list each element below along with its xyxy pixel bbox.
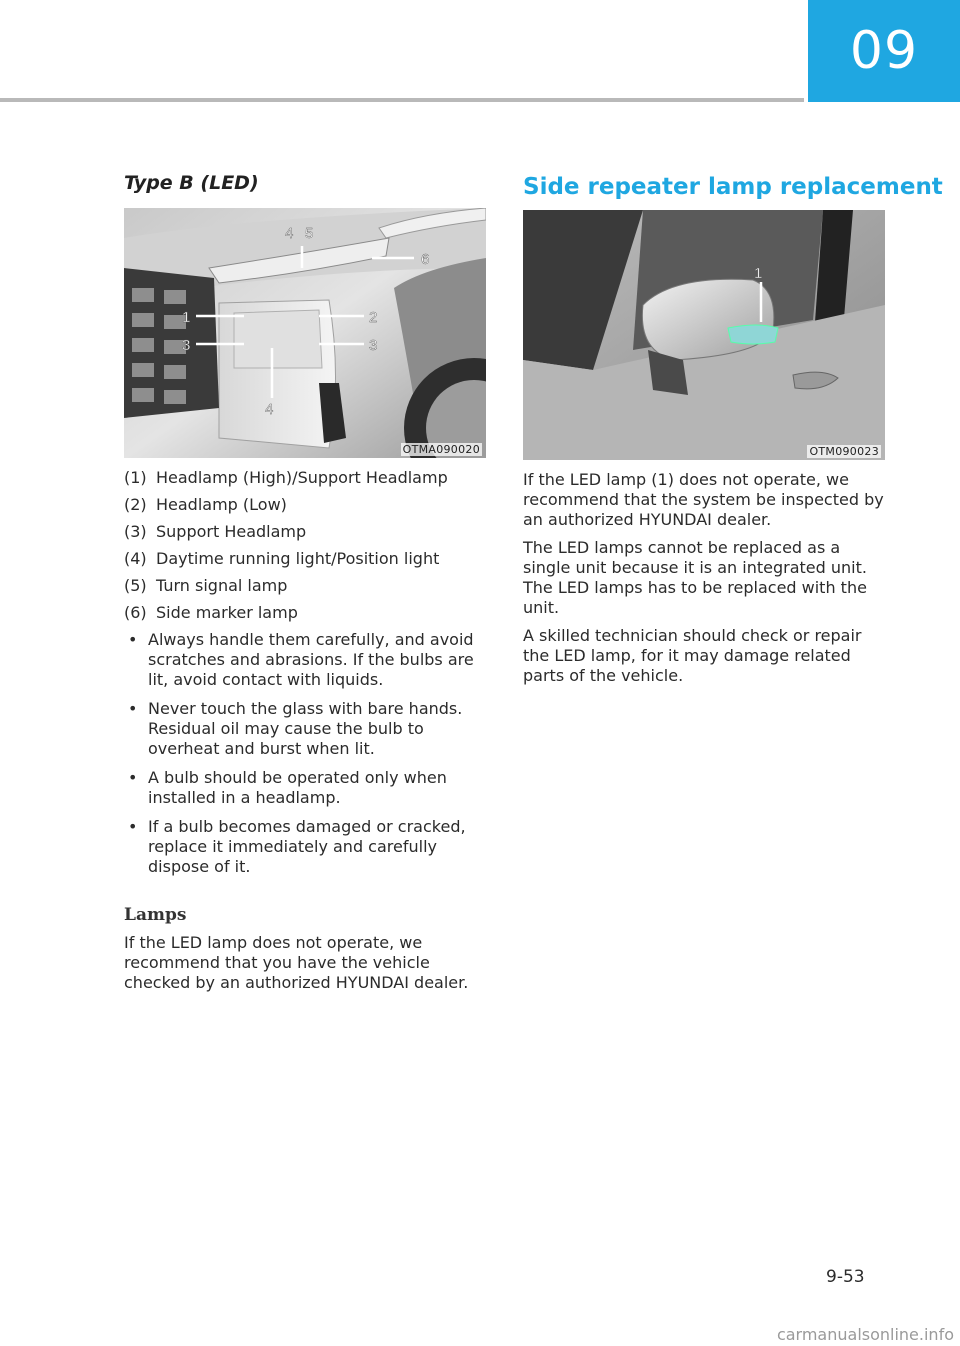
- lamps-paragraph: If the LED lamp does not operate, we recommend that you have the vehicle checked by an authorized HYUNDAI dealer.: [124, 933, 469, 992]
- callout-4a: 4: [285, 225, 294, 242]
- callout-4b: 4: [265, 401, 274, 418]
- paragraph: The LED lamps cannot be replaced as a single unit because it is an integrated unit. The LED lamps has to be replaced with the unit.: [523, 538, 867, 617]
- callout-3b: 3: [369, 337, 378, 354]
- list-item: (6) Side marker lamp: [124, 603, 298, 622]
- list-item: (1) Headlamp (High)/Support Headlamp: [124, 468, 448, 487]
- bullet-item: • If a bulb becomes damaged or cracked, replace it immediately and carefully dispose of it.: [124, 817, 488, 877]
- paragraph: If the LED lamp (1) does not operate, we recommend that the system be inspected by an authorized HYUNDAI dealer.: [523, 470, 884, 529]
- page-number: 9-53: [826, 1267, 865, 1287]
- callout-6: 6: [421, 251, 430, 268]
- bullet-item: • Never touch the glass with bare hands. Residual oil may cause the bulb to overheat and burst when lit.: [124, 699, 488, 759]
- headlamp-figure: [124, 208, 486, 458]
- chapter-number: 09: [849, 21, 919, 81]
- callout-1: 1: [182, 309, 191, 326]
- caution-bullets: [124, 630, 488, 877]
- left-column: [124, 170, 488, 1001]
- callout-1: 1: [754, 265, 763, 282]
- list-item: (2) Headlamp (Low): [124, 495, 287, 514]
- side-repeater-figure: [523, 210, 885, 460]
- list-item: (5) Turn signal lamp: [124, 576, 288, 595]
- list-item: (3) Support Headlamp: [124, 522, 307, 541]
- section-title: Side repeater lamp replacement: [523, 174, 943, 200]
- lamps-heading: Lamps: [124, 905, 187, 925]
- callout-3a: 3: [182, 337, 191, 354]
- header-rule: [0, 98, 804, 102]
- bullet-item: • A bulb should be operated only when installed in a headlamp.: [124, 768, 488, 808]
- paragraph: A skilled technician should check or repair the LED lamp, for it may damage related parts of the vehicle.: [523, 626, 862, 685]
- headlamp-illustration: [124, 208, 486, 458]
- bullet-item: • Always handle them carefully, and avoid scratches and abrasions. If the bulbs are lit, avoid contact with liquids.: [124, 630, 488, 690]
- list-item: (4) Daytime running light/Position light: [124, 549, 440, 568]
- callout-5: 5: [305, 225, 314, 242]
- figure-code: OTM090023: [809, 445, 879, 458]
- figure-code: OTMA090020: [402, 443, 480, 456]
- chapter-tab: [808, 0, 960, 102]
- numbered-list: [124, 468, 488, 623]
- type-b-subheading: Type B (LED): [124, 172, 259, 194]
- watermark: carmanualsonline.info: [776, 1325, 954, 1344]
- side-mirror-illustration: [523, 210, 885, 460]
- right-column: [523, 170, 943, 694]
- callout-2: 2: [369, 309, 378, 326]
